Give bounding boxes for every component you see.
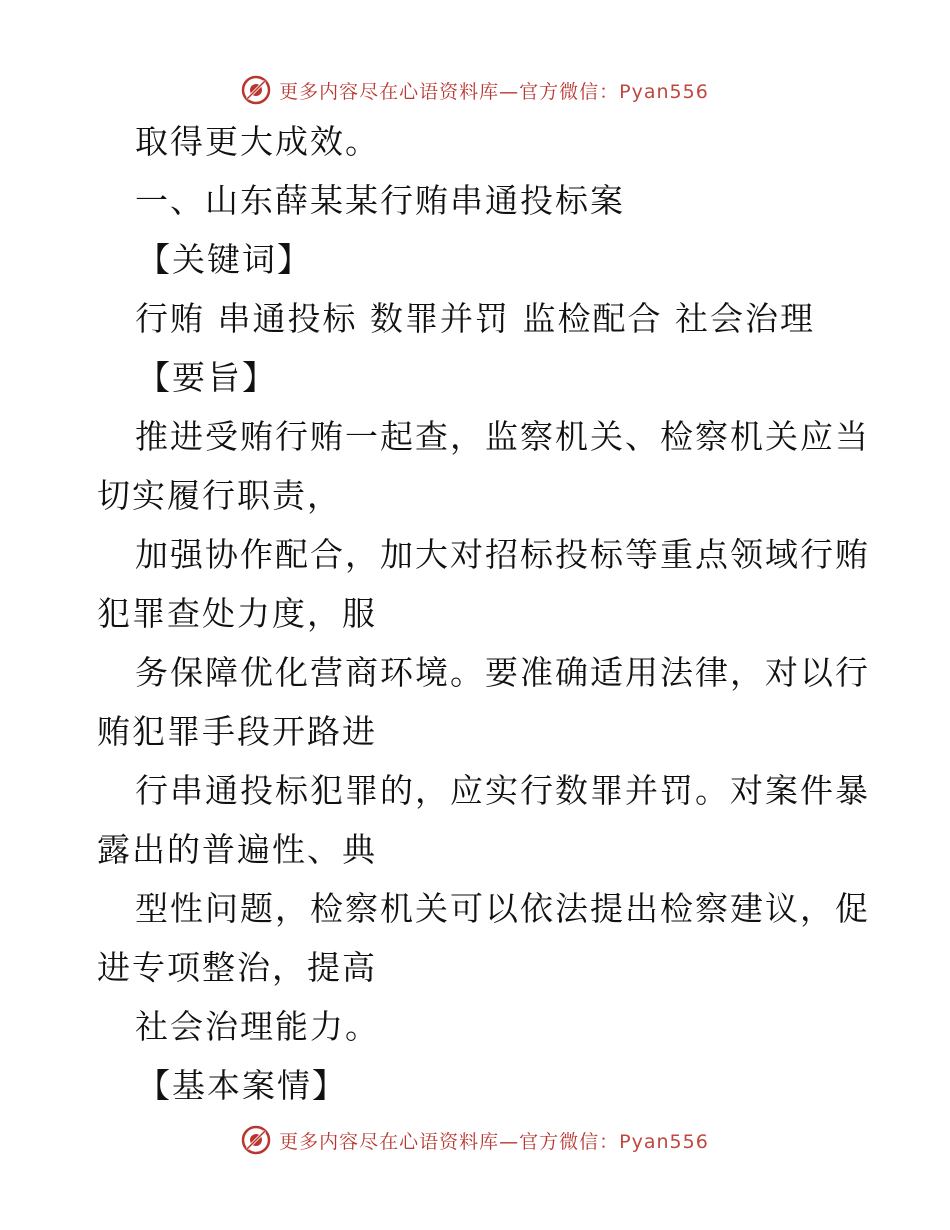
text-line: 贿犯罪手段开路进 xyxy=(97,712,377,751)
text-line: 推进受贿行贿一起查，监察机关、检察机关应当 xyxy=(135,417,870,456)
logo-icon xyxy=(241,75,271,105)
text-line: 加强协作配合，加大对招标投标等重点领域行贿 xyxy=(135,535,870,574)
text-line: 露出的普遍性、典 xyxy=(97,830,377,869)
text-line: 型性问题，检察机关可以依法提出检察建议，促 xyxy=(135,889,870,928)
text-line: 取得更大成效。 xyxy=(135,122,380,161)
header-banner xyxy=(0,70,950,110)
section-title: 一、山东薛某某行贿串通投标案 xyxy=(135,181,625,220)
keywords-heading: 【关键词】 xyxy=(137,240,312,279)
summary-heading: 【要旨】 xyxy=(137,358,277,397)
text-line: 社会治理能力。 xyxy=(135,1007,380,1046)
banner-wechat-id: Pyan556 xyxy=(619,80,709,103)
banner-text: 更多内容尽在心语资料库—官方微信： xyxy=(279,1130,620,1153)
text-line: 切实履行职责， xyxy=(97,476,342,515)
footer-banner xyxy=(0,1120,950,1160)
banner-wechat-id: Pyan556 xyxy=(619,1130,709,1153)
text-line: 行串通投标犯罪的，应实行数罪并罚。对案件暴 xyxy=(135,771,870,810)
text-line: 进专项整治，提高 xyxy=(97,948,377,987)
banner-text: 更多内容尽在心语资料库—官方微信： xyxy=(279,80,620,103)
text-line: 务保障优化营商环境。要准确适用法律，对以行 xyxy=(135,653,870,692)
text-line: 犯罪查处力度，服 xyxy=(97,594,377,633)
logo-icon xyxy=(241,1125,271,1155)
keywords-text: 行贿 串通投标 数罪并罚 监检配合 社会治理 xyxy=(135,299,815,338)
case-facts-heading: 【基本案情】 xyxy=(137,1066,347,1105)
